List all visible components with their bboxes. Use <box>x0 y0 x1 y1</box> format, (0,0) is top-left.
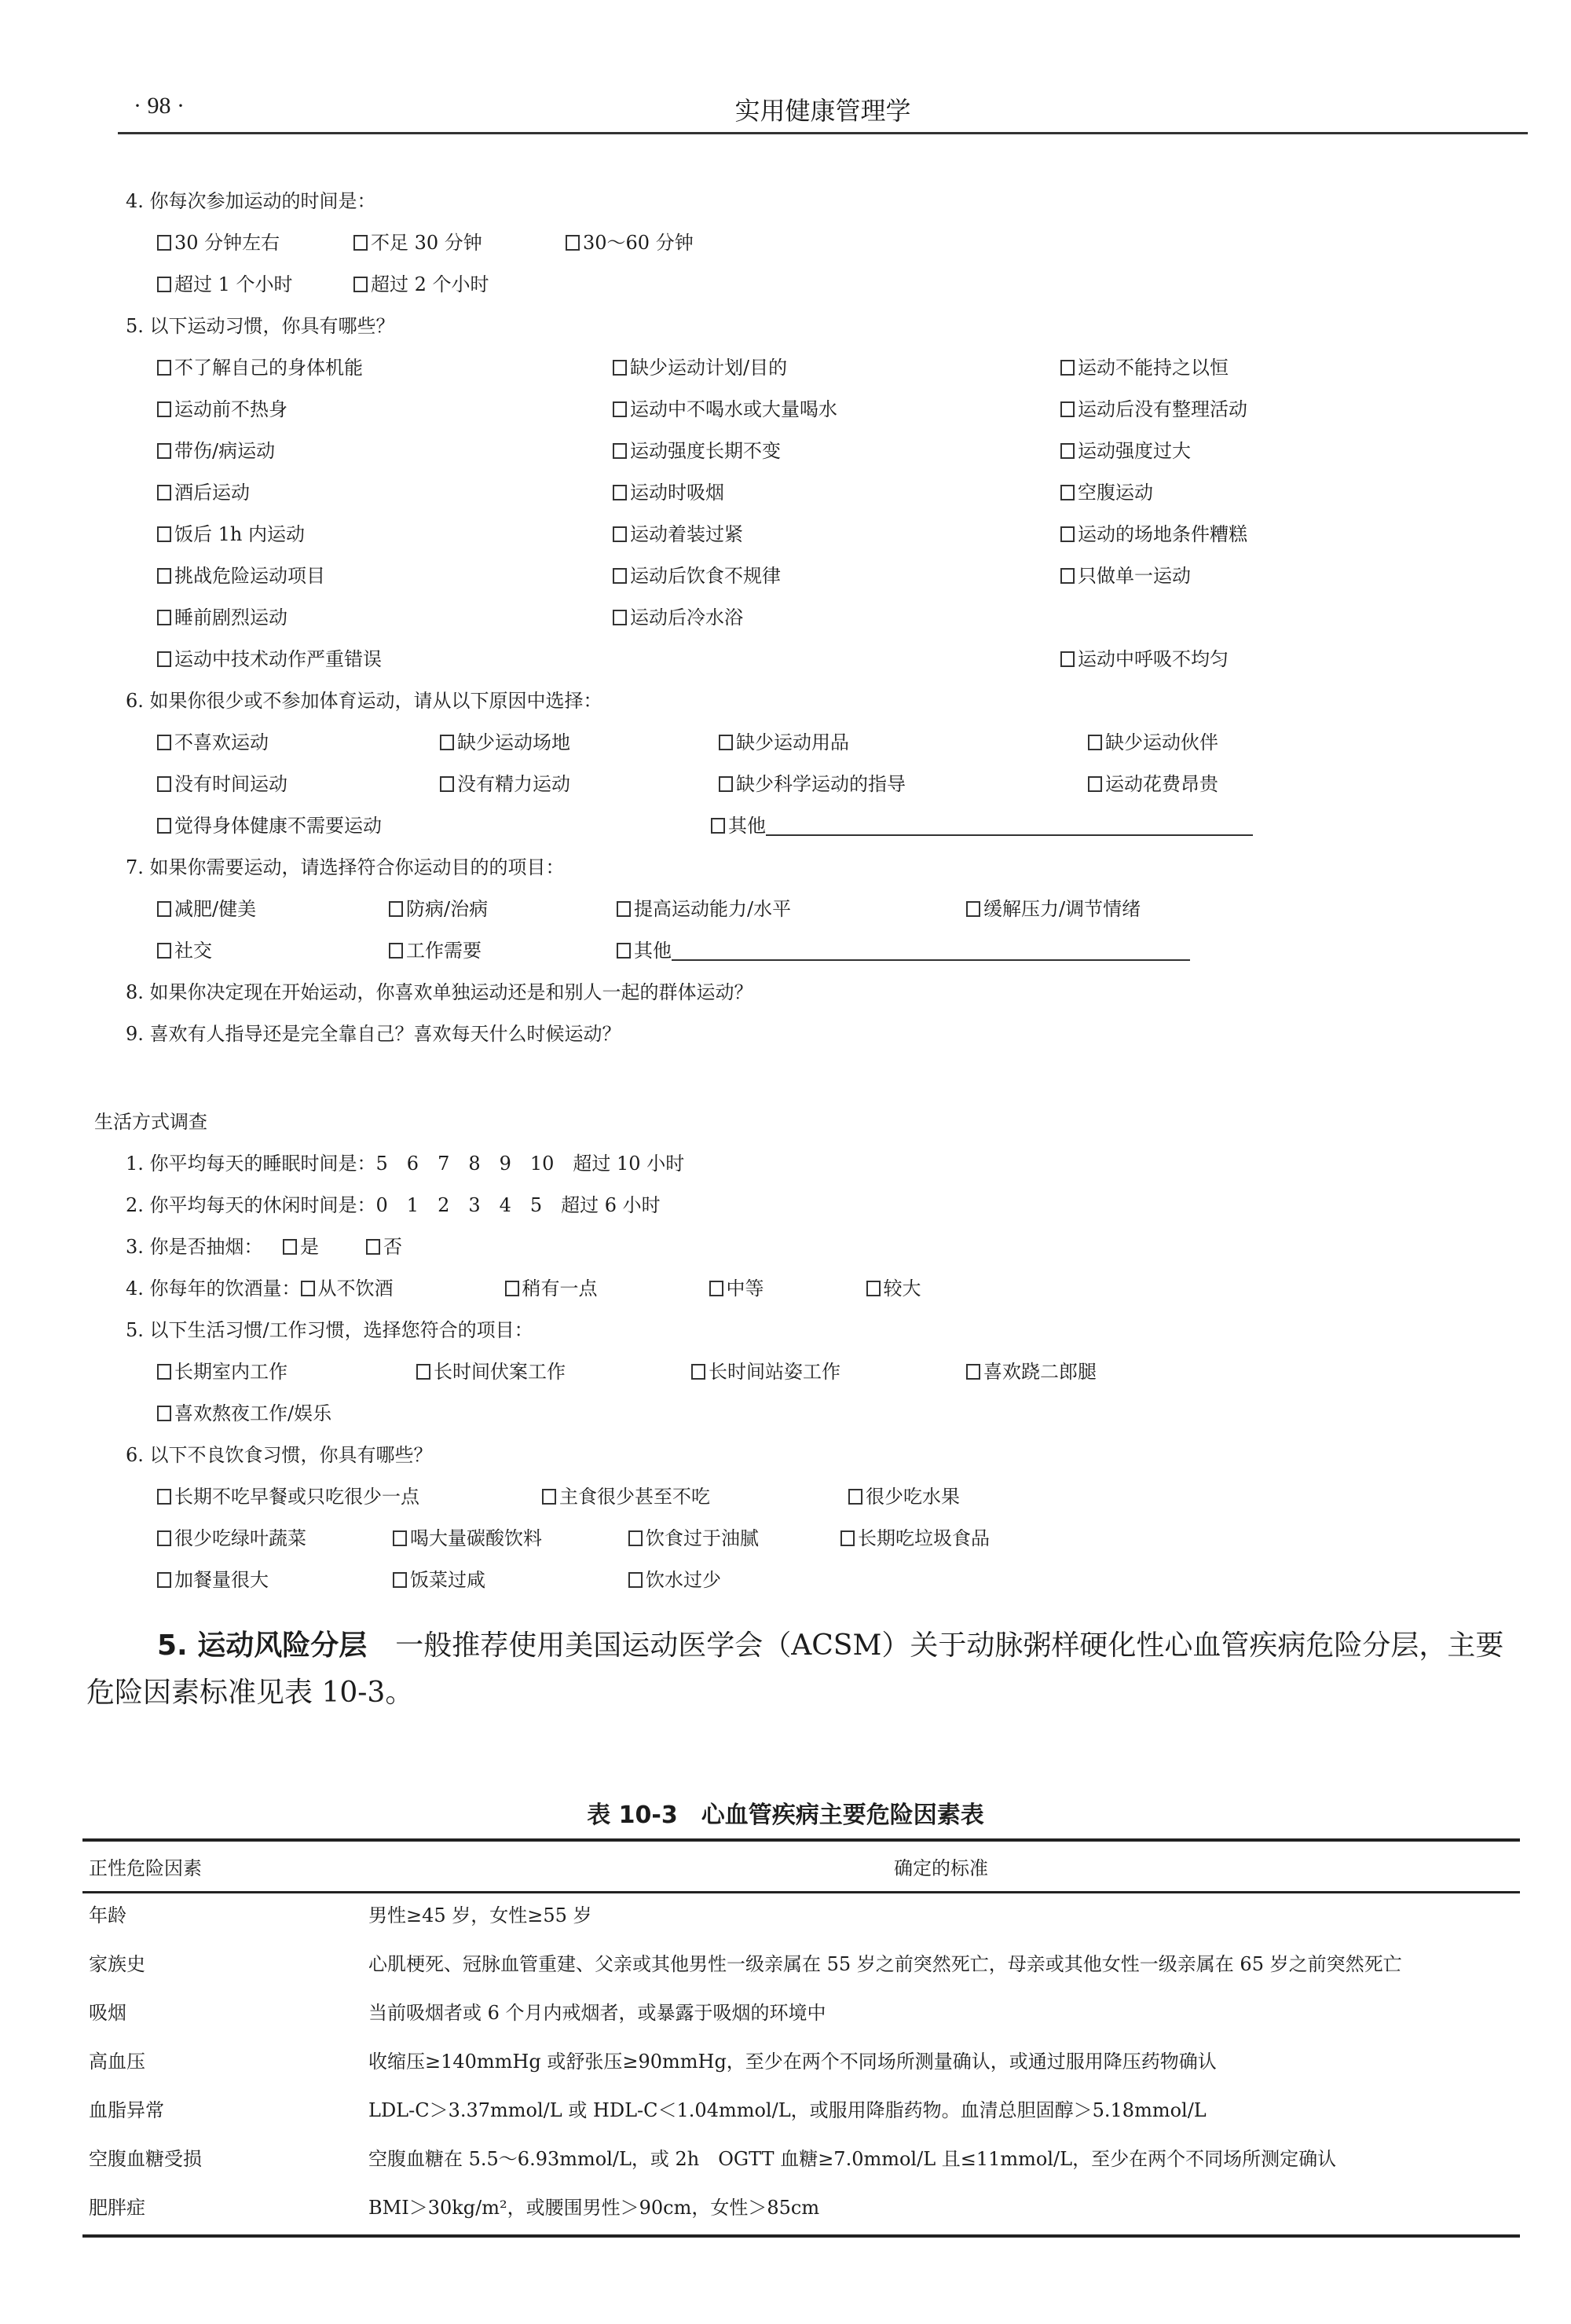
criteria-cell: 空腹血糖在 5.5～6.93mmol/L，或 2h OGTT 血糖≥7.0mmol/L 且≤11mmol/L，至少在两个不同场所测定确认 <box>368 2148 1337 2170</box>
option-label: 运动中技术动作严重错误 <box>174 648 382 670</box>
checkbox-icon[interactable] <box>719 735 733 750</box>
checkbox-option[interactable] <box>389 938 609 963</box>
option-label: 超过 2 个小时 <box>371 273 489 295</box>
option-label: 缺少运动伙伴 <box>1105 731 1218 753</box>
checkbox-option[interactable] <box>1088 772 1324 797</box>
option-label: 挑战危险运动项目 <box>174 565 325 587</box>
option-label: 主食很少甚至不吃 <box>559 1486 710 1508</box>
checkbox-icon[interactable] <box>542 1489 556 1505</box>
option-label: 不了解自己的身体机能 <box>174 357 363 379</box>
survey <box>94 189 1304 1609</box>
lifestyle-q6-label: 6. 以下不良饮食习惯，你具有哪些？ <box>126 1444 433 1466</box>
checkbox-icon[interactable] <box>301 1281 315 1296</box>
option-label: 运动强度过大 <box>1078 440 1191 462</box>
checkbox-option[interactable] <box>283 1234 319 1259</box>
option-label: 缺少运动计划/目的 <box>630 357 788 379</box>
checkbox-option[interactable] <box>1060 355 1375 380</box>
checkbox-option[interactable] <box>157 1567 385 1593</box>
checkbox-icon[interactable] <box>157 735 171 750</box>
page-number: · 98 · <box>134 93 185 119</box>
checkbox-icon[interactable] <box>157 818 171 834</box>
checkbox-icon[interactable] <box>966 1364 980 1380</box>
checkbox-icon[interactable] <box>1088 776 1102 792</box>
checkbox-icon[interactable] <box>157 1572 171 1588</box>
option-label: 缺少科学运动的指导 <box>736 773 906 795</box>
option-label: 减肥/健美 <box>174 898 257 920</box>
option-label: 长期不吃早餐或只吃很少一点 <box>174 1486 419 1508</box>
checkbox-icon[interactable] <box>353 235 368 251</box>
paragraph-text: 一般推荐使用美国运动医学会（ACSM）关于动脉粥样硬化性心血管疾病危险分层，主要危险因素标准见表 10-3。 <box>86 1629 1504 1709</box>
checkbox-icon[interactable] <box>848 1489 862 1505</box>
checkbox-icon[interactable] <box>157 235 171 251</box>
option-label: 运动花费昂贵 <box>1105 773 1218 795</box>
checkbox-icon[interactable] <box>157 943 171 959</box>
option-label: 很少吃水果 <box>866 1486 960 1508</box>
checkbox-option[interactable] <box>711 813 1418 838</box>
checkbox-icon[interactable] <box>157 485 171 500</box>
option-label: 运动后饮食不规律 <box>630 565 781 587</box>
risk-factor-cell: 空腹血糖受损 <box>89 2148 202 2170</box>
checkbox-icon[interactable] <box>157 401 171 417</box>
checkbox-option[interactable] <box>157 397 605 422</box>
checkbox-icon[interactable] <box>157 1530 171 1546</box>
checkbox-option[interactable] <box>157 647 605 672</box>
option-label: 觉得身体健康不需要运动 <box>174 815 382 837</box>
section-heading: 5. 运动风险分层 <box>157 1629 368 1662</box>
checkbox-option[interactable] <box>613 563 1053 588</box>
option-label: 运动中不喝水或大量喝水 <box>630 398 837 420</box>
checkbox-option[interactable] <box>157 480 605 505</box>
checkbox-icon[interactable] <box>157 443 171 459</box>
checkbox-icon[interactable] <box>157 651 171 667</box>
checkbox-option[interactable] <box>301 1276 505 1301</box>
checkbox-icon[interactable] <box>613 360 627 376</box>
option-label: 空腹运动 <box>1078 482 1153 504</box>
table-row <box>82 1942 1520 1991</box>
option-group <box>157 230 1304 297</box>
checkbox-option[interactable] <box>157 272 346 297</box>
lifestyle-q4 <box>126 1276 1304 1301</box>
option-group <box>157 896 1304 922</box>
option-label: 缺少运动场地 <box>457 731 570 753</box>
checkbox-icon[interactable] <box>440 735 454 750</box>
option-label: 饭菜过咸 <box>410 1569 485 1591</box>
fill-in-blank[interactable] <box>766 816 1253 836</box>
option-label: 运动着装过紧 <box>630 523 743 545</box>
option-label: 不足 30 分钟 <box>371 232 482 254</box>
checkbox-icon[interactable] <box>157 568 171 584</box>
risk-factor-cell: 高血压 <box>89 2051 145 2073</box>
checkbox-icon[interactable] <box>840 1530 855 1546</box>
checkbox-icon[interactable] <box>1060 651 1075 667</box>
checkbox-option[interactable] <box>866 1276 1024 1301</box>
option-label: 其他 <box>634 940 672 962</box>
checkbox-icon[interactable] <box>393 1530 407 1546</box>
checkbox-icon[interactable] <box>157 776 171 792</box>
checkbox-option[interactable] <box>709 1276 866 1301</box>
option-label: 运动后没有整理活动 <box>1078 398 1247 420</box>
section-paragraph <box>86 1622 1532 1717</box>
checkbox-option[interactable] <box>613 480 1053 505</box>
criteria-cell: 心肌梗死、冠脉血管重建、父亲或其他男性一级亲属在 55 岁之前突然死亡，母亲或其他女性一级亲属在 65 岁之前突然死亡 <box>368 1953 1402 1975</box>
checkbox-icon[interactable] <box>505 1281 519 1296</box>
checkbox-option[interactable] <box>157 438 605 464</box>
checkbox-icon[interactable] <box>157 526 171 542</box>
checkbox-option[interactable] <box>628 1526 833 1551</box>
option-group-extra <box>157 938 1304 963</box>
risk-factor-cell: 吸烟 <box>89 2002 126 2024</box>
checkbox-icon[interactable] <box>1060 568 1075 584</box>
lifestyle-section-title: 生活方式调查 <box>94 1111 207 1133</box>
checkbox-option[interactable] <box>613 605 1053 630</box>
checkbox-icon[interactable] <box>1060 485 1075 500</box>
option-label: 运动强度长期不变 <box>630 440 781 462</box>
option-label: 运动后冷水浴 <box>630 607 743 629</box>
checkbox-option[interactable] <box>393 1567 621 1593</box>
option-label: 饮食过于油腻 <box>646 1527 759 1549</box>
checkbox-option[interactable] <box>613 522 1053 547</box>
checkbox-option[interactable] <box>157 1484 534 1509</box>
checkbox-icon[interactable] <box>1060 401 1075 417</box>
checkbox-icon[interactable] <box>353 277 368 292</box>
checkbox-option[interactable] <box>440 772 711 797</box>
checkbox-option[interactable] <box>840 1526 1076 1551</box>
checkbox-icon[interactable] <box>157 360 171 376</box>
checkbox-option[interactable] <box>157 813 703 838</box>
column-header: 确定的标准 <box>894 1857 988 1879</box>
option-label: 长期吃垃圾食品 <box>858 1527 990 1549</box>
checkbox-option[interactable] <box>440 730 711 755</box>
option-label: 饭后 1h 内运动 <box>174 523 305 545</box>
checkbox-icon[interactable] <box>566 235 580 251</box>
option-label: 否 <box>383 1236 402 1258</box>
option-label: 防病/治病 <box>406 898 489 920</box>
checkbox-option[interactable] <box>157 1526 385 1551</box>
option-label: 只做单一运动 <box>1078 565 1191 587</box>
checkbox-option[interactable] <box>157 730 432 755</box>
lifestyle-q5-label: 5. 以下生活习惯/工作习惯，选择您符合的项目： <box>126 1319 533 1341</box>
checkbox-icon[interactable] <box>157 1364 171 1380</box>
table-header-row <box>82 1840 1520 1893</box>
question-label: 9. 喜欢有人指导还是完全靠自己？喜欢每天什么时候运动？ <box>126 1023 621 1045</box>
option-label: 从不饮酒 <box>317 1277 394 1299</box>
checkbox-option[interactable] <box>613 355 1053 380</box>
option-label: 超过 1 个小时 <box>174 273 293 295</box>
checkbox-option[interactable] <box>613 397 1053 422</box>
checkbox-option[interactable] <box>1060 397 1375 422</box>
checkbox-icon[interactable] <box>613 610 627 625</box>
checkbox-option[interactable] <box>157 896 381 922</box>
table-row <box>82 1991 1520 2040</box>
option-label: 社交 <box>174 940 212 962</box>
column-header: 正性危险因素 <box>89 1857 202 1879</box>
checkbox-icon[interactable] <box>613 485 627 500</box>
checkbox-icon[interactable] <box>617 943 631 959</box>
checkbox-option[interactable] <box>966 1359 1202 1384</box>
checkbox-icon[interactable] <box>366 1239 380 1255</box>
question-label: 4. 你每年的饮酒量： <box>126 1277 301 1299</box>
checkbox-option[interactable] <box>1060 438 1375 464</box>
book-title: 实用健康管理学 <box>734 96 911 126</box>
option-label: 缓解压力/调节情绪 <box>983 898 1141 920</box>
exercise-questionnaire <box>126 189 1304 1047</box>
checkbox-icon[interactable] <box>1060 360 1075 376</box>
checkbox-option[interactable] <box>628 1567 833 1593</box>
option-label: 运动时吸烟 <box>630 482 724 504</box>
checkbox-icon[interactable] <box>866 1281 881 1296</box>
option-label: 缺少运动用品 <box>736 731 849 753</box>
option-label: 长时间伏案工作 <box>434 1361 566 1383</box>
option-label: 提高运动能力/水平 <box>634 898 792 920</box>
option-label: 没有时间运动 <box>174 773 287 795</box>
checkbox-option[interactable] <box>848 1484 1084 1509</box>
criteria-cell: 当前吸烟者或 6 个月内戒烟者，或暴露于吸烟的环境中 <box>368 2002 826 2024</box>
checkbox-option[interactable] <box>719 772 1080 797</box>
checkbox-icon[interactable] <box>966 901 980 917</box>
checkbox-icon[interactable] <box>440 776 454 792</box>
option-label: 睡前剧烈运动 <box>174 607 287 629</box>
checkbox-icon[interactable] <box>628 1572 643 1588</box>
checkbox-option[interactable] <box>157 1401 408 1426</box>
option-label: 带伤/病运动 <box>174 440 276 462</box>
checkbox-icon[interactable] <box>613 443 627 459</box>
option-label: 喝大量碳酸饮料 <box>410 1527 542 1549</box>
checkbox-icon[interactable] <box>157 610 171 625</box>
checkbox-option[interactable] <box>157 230 346 255</box>
option-label: 饮水过少 <box>646 1569 721 1591</box>
checkbox-icon[interactable] <box>709 1281 723 1296</box>
criteria-cell: BMI＞30kg/m²，或腰围男性＞90cm，女性＞85cm <box>362 2186 1520 2236</box>
option-label: 加餐量很大 <box>174 1569 269 1591</box>
checkbox-option[interactable] <box>157 522 605 547</box>
option-group <box>157 730 1304 797</box>
checkbox-option[interactable] <box>1060 480 1375 505</box>
option-label: 酒后运动 <box>174 482 250 504</box>
option-label: 稍有一点 <box>522 1277 598 1299</box>
checkbox-option[interactable] <box>389 896 609 922</box>
table-row <box>82 2137 1520 2186</box>
checkbox-option[interactable] <box>691 1359 958 1384</box>
checkbox-option[interactable] <box>566 230 770 255</box>
checkbox-option[interactable] <box>613 438 1053 464</box>
option-label: 长期室内工作 <box>174 1361 287 1383</box>
checkbox-option[interactable] <box>157 1359 408 1384</box>
option-label: 长时间站姿工作 <box>709 1361 840 1383</box>
checkbox-icon[interactable] <box>1060 526 1075 542</box>
option-label: 运动中呼吸不均匀 <box>1078 648 1229 670</box>
checkbox-option[interactable] <box>157 355 605 380</box>
question-label: 6. 如果你很少或不参加体育运动，请从以下原因中选择： <box>126 690 602 712</box>
risk-factor-cell: 血脂异常 <box>89 2099 164 2121</box>
option-label: 运动的场地条件糟糕 <box>1078 523 1247 545</box>
checkbox-icon[interactable] <box>157 901 171 917</box>
option-label: 很少吃绿叶蔬菜 <box>174 1527 306 1549</box>
checkbox-icon[interactable] <box>711 818 725 834</box>
checkbox-icon[interactable] <box>389 901 403 917</box>
lifestyle-q1: 1. 你平均每天的睡眠时间是：5 6 7 8 9 10 超过 10 小时 <box>126 1153 685 1175</box>
checkbox-option[interactable] <box>353 230 558 255</box>
option-label: 没有精力运动 <box>457 773 570 795</box>
checkbox-icon[interactable] <box>1088 735 1102 750</box>
checkbox-option[interactable] <box>157 605 605 630</box>
checkbox-option[interactable] <box>966 896 1280 922</box>
lifestyle-q3 <box>126 1234 1304 1259</box>
checkbox-option[interactable] <box>157 563 605 588</box>
risk-factor-cell: 年龄 <box>89 1904 126 1926</box>
checkbox-option[interactable] <box>1060 522 1375 547</box>
checkbox-option[interactable] <box>353 272 558 297</box>
checkbox-icon[interactable] <box>617 901 631 917</box>
table-row <box>82 2186 1520 2236</box>
checkbox-icon[interactable] <box>157 1406 171 1421</box>
table-row <box>82 2088 1520 2137</box>
criteria-cell: LDL-C＞3.37mmol/L 或 HDL-C＜1.04mmol/L，或服用降脂药物。血清总胆固醇＞5.18mmol/L <box>368 2099 1207 2121</box>
option-label: 其他 <box>728 815 766 837</box>
option-label: 运动不能持之以恒 <box>1078 357 1229 379</box>
fill-in-blank[interactable] <box>672 940 1190 961</box>
option-label: 运动前不热身 <box>174 398 287 420</box>
checkbox-option[interactable] <box>617 938 1324 963</box>
checkbox-icon[interactable] <box>628 1530 643 1546</box>
checkbox-icon[interactable] <box>157 1489 171 1505</box>
checkbox-option[interactable] <box>1088 730 1324 755</box>
checkbox-icon[interactable] <box>416 1364 430 1380</box>
lifestyle-q2: 2. 你平均每天的休闲时间是：0 1 2 3 4 5 超过 6 小时 <box>126 1194 661 1216</box>
option-label: 30 分钟左右 <box>174 232 280 254</box>
question-label: 3. 你是否抽烟： <box>126 1236 263 1258</box>
checkbox-icon[interactable] <box>691 1364 705 1380</box>
checkbox-icon[interactable] <box>393 1572 407 1588</box>
option-label: 不喜欢运动 <box>174 731 269 753</box>
checkbox-icon[interactable] <box>1060 443 1075 459</box>
question-label: 7. 如果你需要运动，请选择符合你运动目的的项目： <box>126 856 565 878</box>
risk-factor-table <box>82 1838 1520 2238</box>
checkbox-icon[interactable] <box>389 943 403 959</box>
table-row <box>82 2040 1520 2088</box>
option-label: 中等 <box>726 1277 764 1299</box>
option-label: 30～60 分钟 <box>583 232 694 254</box>
criteria-cell: 收缩压≥140mmHg 或舒张压≥90mmHg，至少在两个不同场所测量确认，或通过服用降压药物确认 <box>368 2051 1217 2073</box>
checkbox-option[interactable] <box>1060 647 1375 672</box>
option-label: 工作需要 <box>406 940 482 962</box>
checkbox-icon[interactable] <box>613 401 627 417</box>
checkbox-option[interactable] <box>719 730 1080 755</box>
checkbox-icon[interactable] <box>283 1239 297 1255</box>
option-label: 较大 <box>883 1277 921 1299</box>
checkbox-option[interactable] <box>542 1484 840 1509</box>
checkbox-icon[interactable] <box>157 277 171 292</box>
option-group <box>157 355 1304 672</box>
option-group-extra <box>157 813 1304 838</box>
risk-factor-cell: 肥胖症 <box>82 2186 362 2236</box>
checkbox-option[interactable] <box>393 1526 621 1551</box>
page-header <box>118 93 1528 134</box>
option-label: 喜欢跷二郎腿 <box>983 1361 1097 1383</box>
checkbox-option[interactable] <box>416 1359 683 1384</box>
criteria-cell: 男性≥45 岁，女性≥55 岁 <box>368 1904 592 1926</box>
checkbox-option[interactable] <box>157 772 432 797</box>
option-label: 是 <box>300 1236 319 1258</box>
checkbox-option[interactable] <box>505 1276 709 1301</box>
question-label: 8. 如果你决定现在开始运动，你喜欢单独运动还是和别人一起的群体运动？ <box>126 981 753 1003</box>
option-label: 喜欢熬夜工作/娱乐 <box>174 1402 332 1424</box>
checkbox-option[interactable] <box>366 1234 402 1259</box>
checkbox-icon[interactable] <box>613 526 627 542</box>
checkbox-option[interactable] <box>617 896 958 922</box>
table-row <box>82 1893 1520 1943</box>
question-label: 5. 以下运动习惯，你具有哪些？ <box>126 315 395 337</box>
checkbox-option[interactable] <box>157 938 381 963</box>
question-label: 4. 你每次参加运动的时间是： <box>126 190 376 212</box>
checkbox-icon[interactable] <box>719 776 733 792</box>
table-caption: 表 10-3 心血管疾病主要危险因素表 <box>587 1802 984 1829</box>
risk-factor-cell: 家族史 <box>89 1953 145 1975</box>
checkbox-option[interactable] <box>1060 563 1375 588</box>
checkbox-icon[interactable] <box>613 568 627 584</box>
